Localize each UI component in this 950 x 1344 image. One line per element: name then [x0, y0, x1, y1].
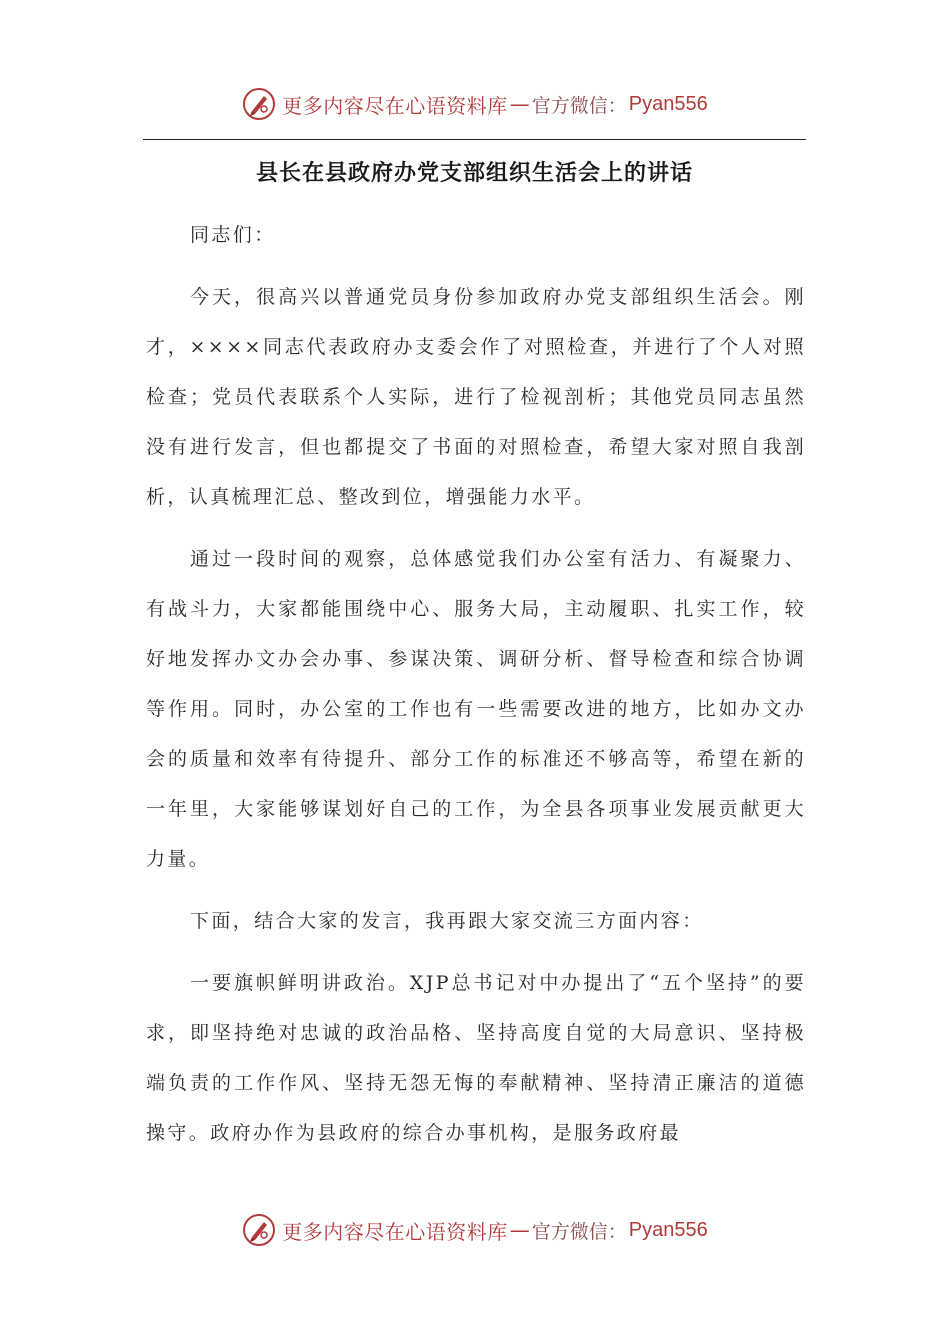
document-body — [146, 210, 806, 1170]
page-title: 县长在县政府办党支部组织生活会上的讲话 — [255, 161, 693, 186]
banner-main-text: 更多内容尽在心语资料库 — [282, 93, 508, 118]
pen-logo-icon — [242, 1213, 276, 1247]
pen-logo-icon — [242, 87, 276, 121]
body-paragraph: 下面，结合大家的发言，我再跟大家交流三方面内容： — [190, 910, 704, 932]
header-divider — [143, 139, 806, 140]
banner-wechat-label: 官方微信： — [531, 1220, 627, 1243]
footer-banner — [0, 1208, 950, 1252]
banner-wechat-id: Pyan556 — [628, 1218, 708, 1241]
body-paragraph: 今天，很高兴以普通党员身份参加政府办党支部组织生活会。刚才，××××同志代表政府办支委会作了对照检查，并进行了个人对照检查；党员代表联系个人实际，进行了检视剖析；其他党员同志虽然没有进行发言，但也都提交了书面的对照检查，希望大家对照自我剖析，认真梳理汇总、整改到位，增强能力水平。 — [146, 286, 806, 508]
banner-wechat-label: 官方微信： — [531, 94, 627, 117]
banner-dash: — — [509, 1218, 530, 1242]
banner-wechat-id: Pyan556 — [628, 92, 708, 115]
salutation-paragraph: 同志们： — [190, 224, 276, 246]
body-paragraph: 通过一段时间的观察，总体感觉我们办公室有活力、有凝聚力、有战斗力，大家都能围绕中心、服务大局，主动履职、扎实工作，较好地发挥办文办会办事、参谋决策、调研分析、督导检查和综合协调等作用。同时，办公室的工作也有一些需要改进的地方，比如办文办会的质量和效率有待提升、部分工作的标准还不够高等，希望在新的一年里，大家能够谋划好自己的工作，为全县各项事业发展贡献更大力量。 — [146, 548, 806, 870]
header-banner — [0, 82, 950, 126]
banner-dash: — — [509, 92, 530, 116]
body-paragraph: 一要旗帜鲜明讲政治。XJP总书记对中办提出了“五个坚持”的要求，即坚持绝对忠诚的政治品格、坚持高度自觉的大局意识、坚持极端负责的工作作风、坚持无怨无悔的奉献精神、坚持清正廉洁的道德操守。政府办作为县政府的综合办事机构，是服务政府最 — [146, 972, 806, 1144]
banner-main-text: 更多内容尽在心语资料库 — [282, 1219, 508, 1244]
